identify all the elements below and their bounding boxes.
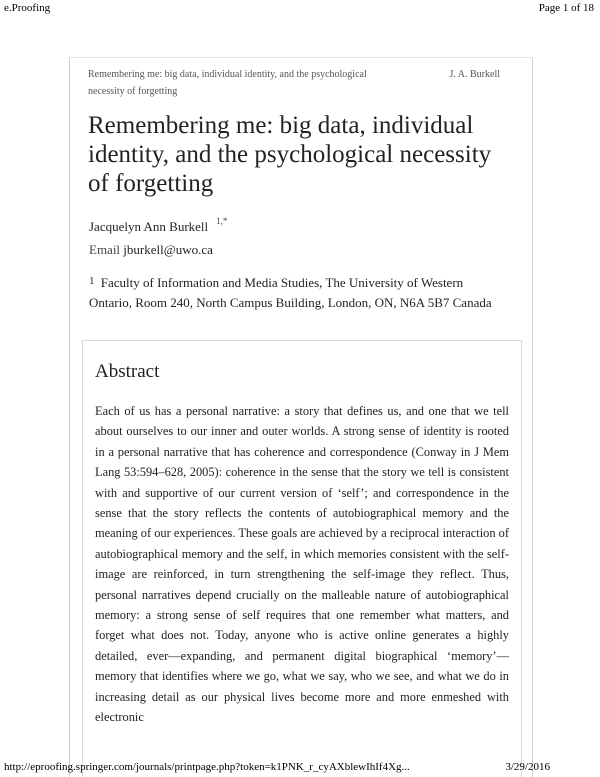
running-head: [88, 66, 518, 100]
affiliation-text: Faculty of Information and Media Studies, The University of Western Ontario, Room 240, North Campus Building, London, ON, N6A 5B7 Canada: [89, 275, 492, 310]
abstract-section: [82, 340, 522, 777]
article-title: Remembering me: big data, individual identity, and the psychological necessity of forgetting: [88, 112, 492, 197]
email-link[interactable]: jburkell@uwo.ca: [123, 242, 213, 257]
affiliation-number: 1: [89, 275, 95, 287]
print-header-page-number: Page 1 of 18: [538, 2, 594, 14]
affiliation: [89, 271, 509, 313]
paper-page: [69, 57, 533, 777]
browser-print-footer: [0, 760, 600, 776]
print-footer-url: http://eproofing.springer.com/journals/printpage.php?token=k1PNK_r_cyAXblewIhIf4Xg...: [4, 761, 410, 773]
author-affiliation-marker: 1,*: [216, 216, 228, 226]
email-line: [89, 242, 213, 258]
running-head-author: J. A. Burkell: [449, 69, 500, 80]
running-head-title: Remembering me: big data, individual identity, and the psychological necessity of forgetting: [88, 69, 367, 97]
author-line: [89, 212, 227, 236]
print-header-site: e.Proofing: [4, 2, 51, 14]
author-name[interactable]: Jacquelyn Ann Burkell: [89, 219, 209, 234]
browser-print-header: [0, 0, 600, 16]
abstract-text: Each of us has a personal narrative: a story that defines us, and one that we tell about ourselves to our inner and outer worlds. A strong sense of identity is rooted in a personal narrative that has coherence and correspondence (Conway in J Mem Lang 53:594–628, 2005): coherence in the sense that the story we tell is consistent with and supportive of our current version of ‘self’; and correspondence in the sense that the story reflects the contents of autobiographical memory and the meaning of our experiences. These goals are achieved by a reciprocal interaction of autobiographical memory and the self, in which memories consistent with the self-image are reinforced, in turn strengthening the self-image they reflect. Thus, personal narratives depend crucially on the malleable nature of autobiographical memory: a strong sense of self requires that one remember what matters, and forget what does not. Today, anyone who is active online generates a highly detailed, ever—expanding, and permanent digital biographical ‘memory’—memory that identifies where we go, what we say, who we see, and what we do in increasing detail as our physical lives become more and more enmeshed with electronic: [95, 404, 509, 725]
print-footer-date: 3/29/2016: [505, 761, 550, 773]
email-label: Email: [89, 242, 121, 257]
abstract-heading: Abstract: [95, 361, 160, 382]
